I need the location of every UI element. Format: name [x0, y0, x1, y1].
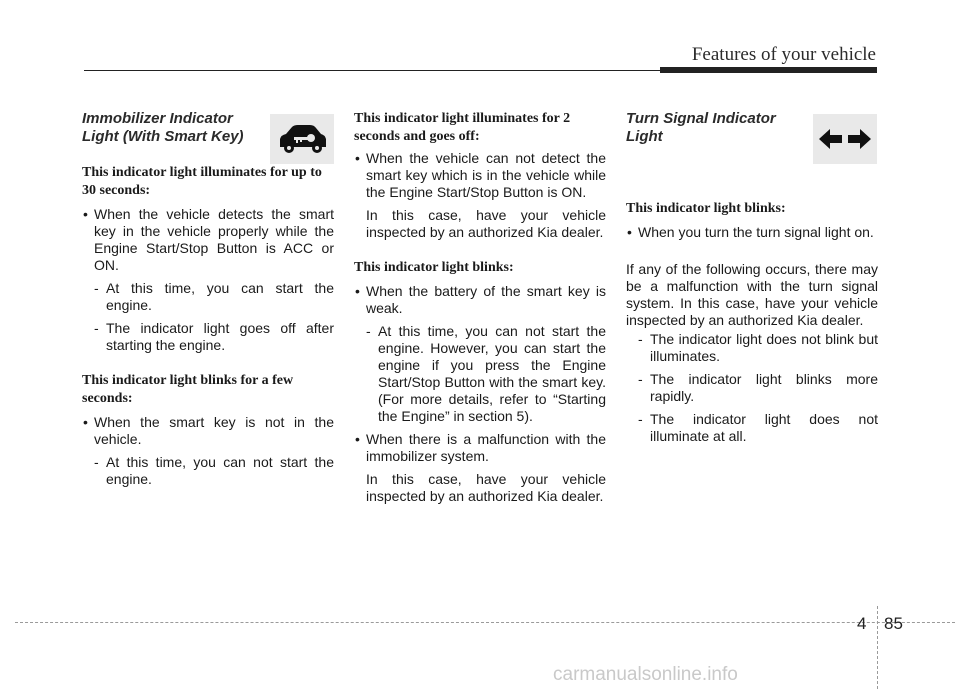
note-have-inspected: In this case, have your vehicle inspected by an authorized Kia dealer. — [366, 207, 606, 240]
dash-text: At this time, you can not start the engine. However, you can start the engine if you press the Engine Start/Stop Button with the smart key. (For more details, refer to “Starting the Engine” in section 5). — [378, 323, 606, 424]
turn-signal-heading: Turn Signal Indicator Light — [626, 110, 776, 145]
bullet-key-not-in-vehicle: • When the smart key is not in the vehicle. — [82, 414, 334, 448]
column-immobilizer-continued — [354, 110, 606, 505]
dash-blinks-rapidly: - The indicator light blinks more rapidly. — [638, 371, 878, 404]
section-title: Features of your vehicle — [691, 44, 876, 65]
page-number: 85 — [884, 614, 903, 633]
dash-does-not-blink: - The indicator light does not blink but illuminates. — [638, 331, 878, 364]
bullet-detects-smart-key: • When the vehicle detects the smart key in the vehicle properly while the Engine Start/Stop Button is ACC or ON. — [82, 206, 334, 274]
chapter-number: 4 — [857, 614, 867, 633]
car-key-icon — [270, 114, 334, 164]
dash-text: The indicator light blinks more rapidly. — [650, 371, 878, 404]
paragraph-illuminates-30s: This indicator light illuminates for up to 30 seconds: — [82, 165, 322, 198]
dash-does-not-illuminate: - The indicator light does not illuminate at all. — [638, 411, 878, 444]
page-number-divider — [877, 606, 878, 689]
dash-text: At this time, you can not start the engine. — [106, 454, 334, 487]
note-have-inspected-2: In this case, have your vehicle inspected by an authorized Kia dealer. — [366, 471, 606, 504]
dash-can-not-start-however: - At this time, you can not start the engine. However, you can start the engine if you press the Engine Start/Stop Button with the smart key. (For more details, refer to “Starting the Engine” in section 5). — [366, 323, 606, 424]
dash-text: The indicator light does not illuminate at all. — [650, 411, 878, 444]
turn-signal-arrows-icon — [813, 114, 877, 164]
dash-goes-off: - The indicator light goes off after starting the engine. — [94, 320, 334, 353]
column-immobilizer — [82, 110, 334, 488]
footer-rule — [15, 622, 955, 623]
paragraph-blinks: This indicator light blinks: — [354, 260, 514, 275]
paragraph-turn-blinks: This indicator light blinks: — [626, 201, 786, 216]
bullet-turn-signal-on: • When you turn the turn signal light on. — [626, 224, 878, 241]
dash-can-start: - At this time, you can start the engine. — [94, 280, 334, 313]
dash-text: The indicator light does not blink but illuminates. — [650, 331, 878, 364]
immobilizer-heading: Immobilizer Indicator Light (With Smart Key) — [82, 110, 244, 145]
watermark: carmanualsonline.info — [553, 664, 738, 685]
bullet-immobilizer-malfunction: • When there is a malfunction with the immobilizer system. — [354, 431, 606, 465]
dash-text: The indicator light goes off after starting the engine. — [106, 320, 334, 353]
paragraph-blinks-few-seconds: This indicator light blinks for a few seconds: — [82, 373, 294, 406]
bullet-battery-weak: • When the battery of the smart key is weak. — [354, 283, 606, 317]
dash-can-not-start: - At this time, you can not start the engine. — [94, 454, 334, 487]
paragraph-malfunction: If any of the following occurs, there may be a malfunction with the turn signal system. In this case, have your vehicle inspected by an authorized Kia dealer. — [626, 261, 878, 328]
column-turn-signal — [626, 110, 878, 445]
dash-text: At this time, you can start the engine. — [106, 280, 334, 313]
header-rule-accent — [660, 67, 877, 73]
bullet-can-not-detect: • When the vehicle can not detect the smart key which is in the vehicle while the Engine Start/Stop Button is ON. — [354, 150, 606, 201]
paragraph-illuminates-2s: This indicator light illuminates for 2 seconds and goes off: — [354, 111, 571, 144]
